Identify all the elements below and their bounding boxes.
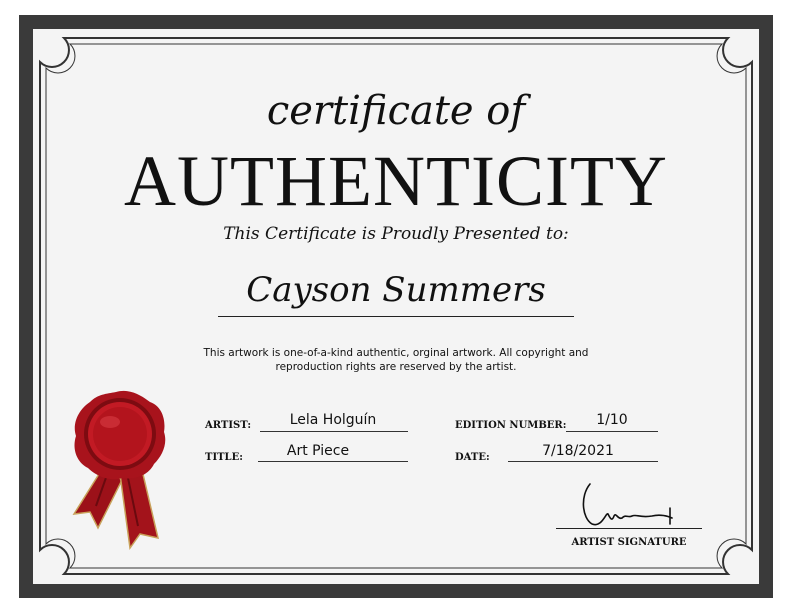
certificate-title-line2: AUTHENTICITY: [124, 141, 668, 221]
title-underline: [258, 461, 408, 462]
recipient-underline: [218, 316, 574, 317]
artist-signature-image: [556, 478, 706, 534]
signature-label: ARTIST SIGNATURE: [571, 537, 687, 548]
date-underline: [508, 461, 658, 462]
artist-label: ARTIST:: [205, 420, 252, 431]
edition-underline: [566, 431, 658, 432]
signature-underline: [556, 528, 702, 529]
edition-value: 1/10: [596, 412, 628, 428]
wax-seal-icon: [68, 388, 172, 554]
recipient-name: Cayson Summers: [246, 270, 546, 310]
authenticity-statement: This artwork is one-of-a-kind authentic, orginal artwork. All copyright and reproduction rights are reserved by the artist.: [203, 347, 589, 373]
date-value: 7/18/2021: [542, 443, 614, 459]
artist-value: Lela Holguín: [289, 412, 377, 428]
edition-label: EDITION NUMBER:: [455, 420, 567, 431]
date-label: DATE:: [455, 452, 490, 463]
certificate-title-line1: certificate of: [266, 88, 526, 134]
title-label: TITLE:: [205, 452, 243, 463]
title-value: Art Piece: [286, 443, 350, 459]
artist-underline: [260, 431, 408, 432]
presented-to-text: This Certificate is Proudly Presented to:: [223, 224, 569, 244]
